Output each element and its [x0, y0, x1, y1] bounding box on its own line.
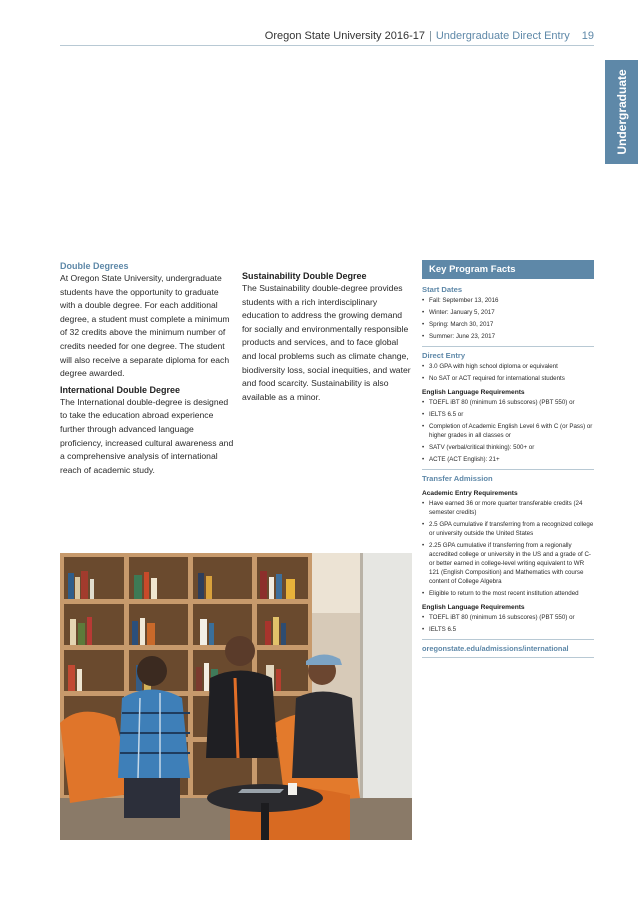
- start-dates-list: [422, 296, 594, 341]
- list-item: • TOEFL iBT 80 (minimum 16 subscores) (PBT 550) or: [422, 613, 594, 622]
- header-separator: |: [428, 30, 432, 42]
- international-double-degree-body: The International double-degree is designed to take the education abroad experience further through advanced language proficiency, increased cultural awareness and a comprehensive analysis of international reach of academic study.: [60, 396, 234, 475]
- transfer-english-list: [422, 613, 594, 634]
- list-item: • SATV (verbal/critical thinking): 500+ or: [422, 443, 594, 452]
- double-degrees-heading: Double Degrees: [60, 261, 129, 271]
- sustainability-body: The Sustainability double-degree provides students with a rich interdisciplinary education to address the growing demand for socially and environmentally responsible products and services, and to face global and local problems such as climate change, biodiversity loss, social inequities, and water and food scarcity. Sustainability is also available as a minor.: [242, 283, 411, 402]
- facts-divider: [422, 469, 594, 470]
- academic-entry-list: [422, 499, 594, 598]
- list-item: • 2.25 GPA cumulative if transferring from a regionally accredited college or university in the US and a grade of C- or better earned in college-level writing equivalent to WR 121 (English Composition) and Mathematics with course content of College Algebra: [422, 541, 594, 586]
- facts-heading: Key Program Facts: [422, 260, 594, 279]
- direct-entry-english-list: [422, 398, 594, 464]
- start-dates-heading: Start Dates: [422, 285, 463, 294]
- header-title: Oregon State University 2016-17: [264, 30, 425, 42]
- direct-entry-english-heading: English Language Requirements: [422, 389, 525, 396]
- facts-divider: [422, 639, 594, 640]
- academic-entry-heading: Academic Entry Requirements: [422, 490, 518, 497]
- side-tab-label: Undergraduate: [614, 69, 629, 155]
- list-item: • 2.5 GPA cumulative if transferring from a recognized college or university outside the United States: [422, 520, 594, 538]
- list-item: • Summer: June 23, 2017: [422, 332, 594, 341]
- list-item: • No SAT or ACT required for international students: [422, 374, 594, 383]
- list-item: • 3.0 GPA with high school diploma or equivalent: [422, 362, 594, 371]
- list-item: • Fall: September 13, 2016: [422, 296, 594, 305]
- header-section: Undergraduate Direct Entry: [435, 30, 570, 42]
- transfer-english-heading: English Language Requirements: [422, 604, 525, 611]
- key-program-facts: [422, 260, 594, 658]
- header-rule: [60, 45, 594, 46]
- admissions-link[interactable]: oregonstate.edu/admissions/international: [422, 644, 569, 653]
- direct-entry-heading: Direct Entry: [422, 351, 466, 360]
- list-item: • Winter: January 5, 2017: [422, 308, 594, 317]
- sustainability-heading: Sustainability Double Degree: [242, 271, 367, 281]
- column-middle: [242, 270, 414, 404]
- list-item: • Spring: March 30, 2017: [422, 320, 594, 329]
- direct-entry-list: [422, 362, 594, 383]
- section-side-tab: [605, 60, 638, 164]
- list-item: • Have earned 36 or more quarter transferable credits (24 semester credits): [422, 499, 594, 517]
- students-photo: [60, 553, 412, 840]
- list-item: • IELTS 6.5 or: [422, 410, 594, 419]
- double-degrees-body: At Oregon State University, undergraduate students have the opportunity to graduate with a double degree. For each additional degree, a student must complete a minimum of 32 credits above the minimum number of credits needed for one degree. The student will also receive a separate diploma for each degree awarded.: [60, 273, 230, 379]
- international-double-degree-heading: International Double Degree: [60, 384, 181, 395]
- list-item: • TOEFL iBT 80 (minimum 16 subscores) (PBT 550) or: [422, 398, 594, 407]
- page-header: [265, 30, 594, 42]
- list-item: • Eligible to return to the most recent institution attended: [422, 589, 594, 598]
- transfer-admission-heading: Transfer Admission: [422, 474, 493, 483]
- list-item: • IELTS 6.5: [422, 625, 594, 634]
- list-item: • Completion of Academic English Level 6 with C (or Pass) or higher grades in all classes or: [422, 422, 594, 440]
- facts-divider: [422, 657, 594, 658]
- facts-divider: [422, 346, 594, 347]
- list-item: • ACTE (ACT English): 21+: [422, 455, 594, 464]
- column-left: [60, 260, 234, 477]
- page-number: 19: [581, 30, 594, 42]
